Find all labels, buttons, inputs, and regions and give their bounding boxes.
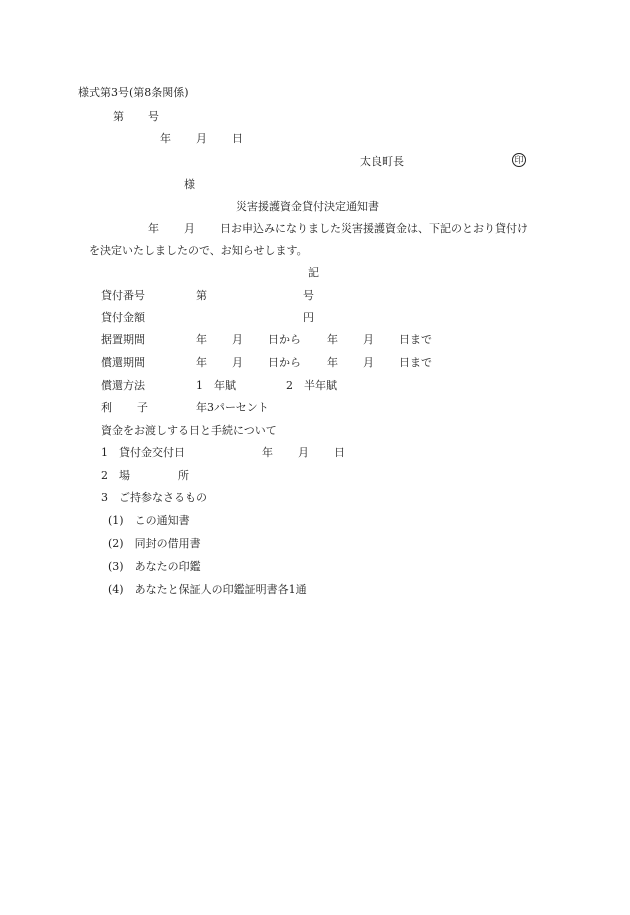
deferment-year-start: 年 xyxy=(196,333,207,346)
form-label: 様式第3号(第8条関係) xyxy=(78,86,189,99)
repayment-method-label: 償還方法 xyxy=(101,379,145,392)
procedure-heading: 資金をお渡しする日と手続について xyxy=(101,424,277,437)
deferment-month-start: 月 xyxy=(232,333,243,346)
repayment-day-start: 日から xyxy=(268,356,301,369)
seal-mark: 印 xyxy=(512,153,526,167)
repayment-option-semiannual: 2 半年賦 xyxy=(286,379,337,392)
delivery-month: 月 xyxy=(298,446,309,459)
ki-mark: 記 xyxy=(308,266,319,279)
list-item: (1) この通知書 xyxy=(108,514,190,527)
loan-amount-unit: 円 xyxy=(303,311,314,324)
deferment-year-end: 年 xyxy=(327,333,338,346)
deferment-month-end: 月 xyxy=(363,333,374,346)
repayment-day-end: 日まで xyxy=(399,356,432,369)
deferment-period-label: 据置期間 xyxy=(101,333,145,346)
doc-number-suffix: 号 xyxy=(148,110,159,123)
loan-amount-label: 貸付金額 xyxy=(101,311,145,324)
delivery-day: 日 xyxy=(334,446,345,459)
place-label: 2 場 xyxy=(101,469,130,482)
repayment-year-end: 年 xyxy=(327,356,338,369)
list-item: (2) 同封の借用書 xyxy=(108,537,201,550)
bring-label: 3 ご持参なさるもの xyxy=(101,491,207,504)
addressee-suffix: 様 xyxy=(184,178,195,191)
loan-number-suffix: 号 xyxy=(303,289,314,302)
interest-value: 年3パーセント xyxy=(196,401,269,414)
repayment-year-start: 年 xyxy=(196,356,207,369)
deferment-day-start: 日から xyxy=(268,333,301,346)
intro-year: 年 xyxy=(148,222,159,235)
deferment-day-end: 日まで xyxy=(399,333,432,346)
list-item: (4) あなたと保証人の印鑑証明書各1通 xyxy=(108,583,307,596)
issuer-title: 太良町長 xyxy=(360,155,404,168)
date-month: 月 xyxy=(196,132,207,145)
document-title: 災害援護資金貸付決定通知書 xyxy=(236,200,379,213)
list-item: (3) あなたの印鑑 xyxy=(108,560,201,573)
interest-label-a: 利 xyxy=(101,401,112,414)
loan-number-prefix: 第 xyxy=(196,289,207,302)
repayment-month-end: 月 xyxy=(363,356,374,369)
interest-label-b: 子 xyxy=(137,401,148,414)
intro-month: 月 xyxy=(184,222,195,235)
delivery-year: 年 xyxy=(262,446,273,459)
intro-line2: を決定いたしましたので、お知らせします。 xyxy=(89,244,308,257)
repayment-month-start: 月 xyxy=(232,356,243,369)
repayment-period-label: 償還期間 xyxy=(101,356,145,369)
intro-line1: 日お申込みになりました災害援護資金は、下記のとおり貸付け xyxy=(220,222,528,235)
delivery-date-label: 1 貸付金交付日 xyxy=(101,446,185,459)
loan-number-label: 貸付番号 xyxy=(101,289,145,302)
date-year: 年 xyxy=(160,132,171,145)
doc-number-prefix: 第 xyxy=(113,110,124,123)
place-label-suffix: 所 xyxy=(178,469,189,482)
repayment-option-annual: 1 年賦 xyxy=(196,379,236,392)
date-day: 日 xyxy=(232,132,243,145)
